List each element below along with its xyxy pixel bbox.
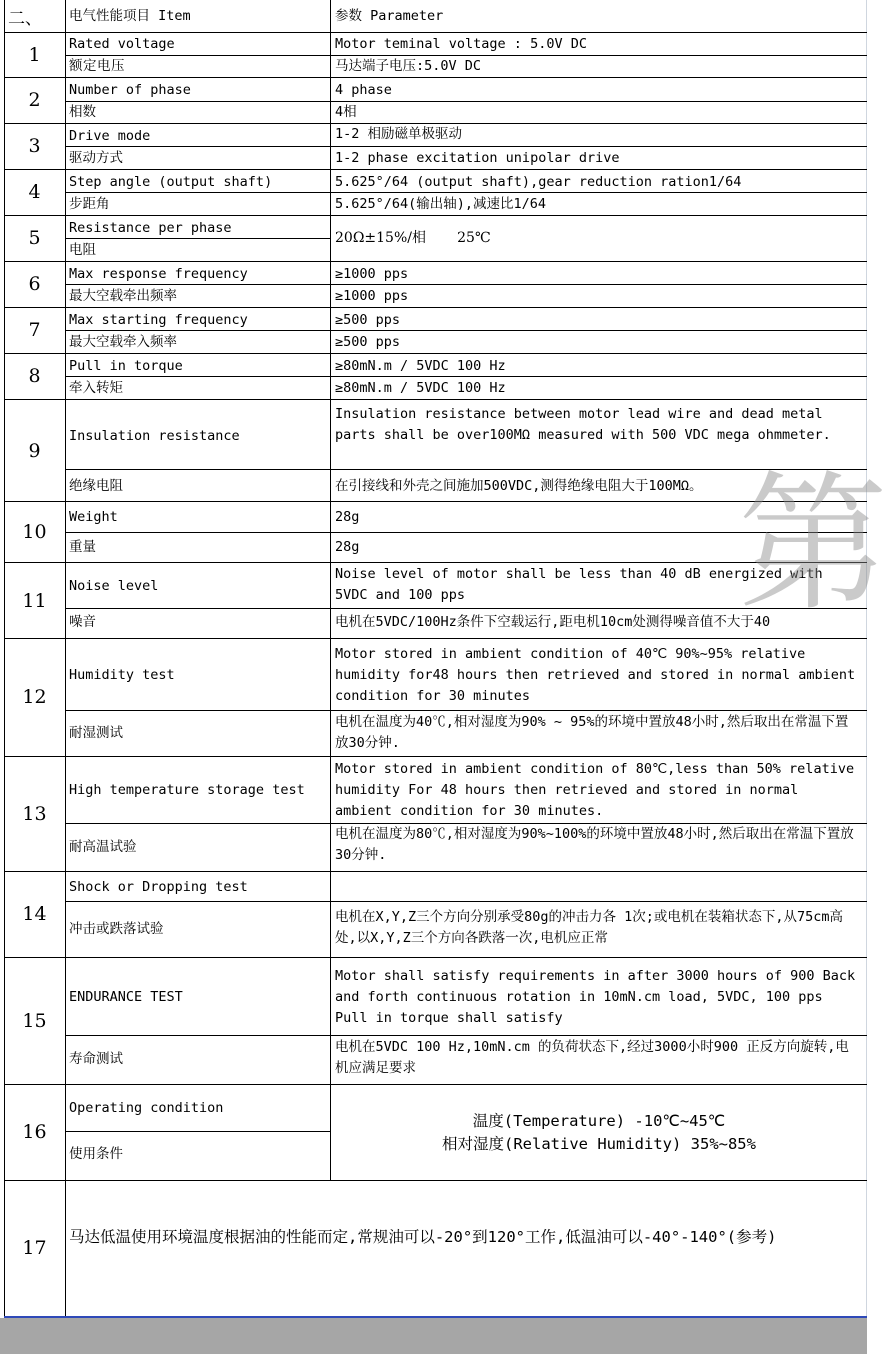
item-cn: 牵入转矩 — [69, 380, 123, 396]
row-number: 13 — [22, 803, 47, 825]
item-en: Insulation resistance — [69, 428, 240, 444]
row-number: 6 — [28, 273, 41, 295]
param-temperature: 温度(Temperature) -10℃~45℃ — [472, 1112, 726, 1130]
param-en: 1-2 相励磁单极驱动 — [335, 126, 463, 142]
item-cn: 重量 — [69, 539, 96, 555]
item-cn: 相数 — [69, 104, 96, 120]
param-cn: 电机在5VDC 100 Hz,10mN.cm 的负荷状态下,经过3000小时900 正反方向旋转,电机应满足要求 — [335, 1039, 849, 1076]
item-cn: 最大空载牵出频率 — [69, 288, 177, 304]
param-en: ≥1000 pps — [335, 266, 409, 282]
row-number: 1 — [28, 44, 41, 66]
item-cn: 使用条件 — [69, 1146, 123, 1162]
param-en: Motor teminal voltage : 5.0V DC — [335, 36, 587, 52]
param-cn: 电机在温度为40℃,相对湿度为90% ~ 95%的环境中置放48小时,然后取出在常温下置放30分钟. — [335, 714, 849, 751]
row-number: 15 — [22, 1010, 47, 1032]
item-en: Shock or Dropping test — [69, 879, 248, 895]
param-en: ≥80mN.m / 5VDC 100 Hz — [335, 358, 506, 374]
item-en: Number of phase — [69, 82, 191, 98]
item-en: Drive mode — [69, 128, 151, 144]
item-en: Resistance per phase — [69, 220, 232, 236]
row-number: 16 — [22, 1121, 47, 1143]
param-cn: ≥500 pps — [335, 334, 401, 350]
param-en: ≥500 pps — [335, 312, 401, 328]
param-cn: 1-2 phase excitation unipolar drive — [335, 150, 620, 166]
param-en: Insulation resistance between motor lead wire and dead metal parts shall be over100MΩ measured with 500 VDC mega ohmmeter. — [335, 406, 831, 443]
param-cn: 电机在温度为80℃,相对湿度为90%~100%的环境中置放48小时,然后取出在常温下置放30分钟. — [335, 826, 854, 863]
section-number: 二、 — [8, 9, 42, 29]
row-number: 9 — [28, 440, 41, 462]
row-number: 5 — [28, 227, 41, 249]
low-temp-note: 马达低温使用环境温度根据油的性能而定,常规油可以-20°到120°工作,低温油可以-40°-140°(参考) — [69, 1228, 777, 1246]
item-cn: 耐湿测试 — [69, 725, 123, 741]
param-cn: ≥1000 pps — [335, 288, 409, 304]
row-number: 3 — [28, 135, 41, 157]
header-parameter: 参数 Parameter — [335, 8, 444, 24]
row-number: 8 — [28, 365, 41, 387]
item-cn: 驱动方式 — [69, 150, 123, 166]
item-en: Weight — [69, 509, 118, 525]
row-number: 10 — [22, 521, 47, 543]
item-en: Rated voltage — [69, 36, 175, 52]
item-en: Humidity test — [69, 667, 175, 683]
row-number: 12 — [22, 686, 47, 708]
item-cn: 耐高温试验 — [69, 839, 137, 855]
param-humidity: 相对湿度(Relative Humidity) 35%~85% — [442, 1135, 756, 1153]
item-en: High temperature storage test — [69, 782, 305, 798]
item-en: Max starting frequency — [69, 312, 248, 328]
param-cn: 28g — [335, 539, 360, 555]
item-cn: 最大空载牵入频率 — [69, 334, 177, 350]
item-cn: 步距角 — [69, 196, 110, 212]
header-item: 电气性能项目 Item — [69, 8, 191, 24]
item-en: Operating condition — [69, 1100, 224, 1116]
param-cn: 电机在X,Y,Z三个方向分别承受80g的冲击力各 1次;或电机在装箱状态下,从75cm高处,以X,Y,Z三个方向各跌落一次,电机应正常 — [335, 909, 844, 946]
item-cn: 绝缘电阻 — [69, 478, 123, 494]
param-cn: 4相 — [335, 104, 357, 120]
param-en: Motor stored in ambient condition of 80℃,less than 50% relative humidity For 48 hours then retrieved and stored in normal ambient condition for 30 minutes. — [335, 761, 855, 819]
param-en: Motor stored in ambient condition of 40℃ 90%~95% relative humidity for48 hours then retrieved and stored in normal ambient condition for 30 minutes — [335, 646, 856, 704]
watermark: 第 — [738, 458, 888, 632]
param-en: 28g — [335, 509, 360, 525]
status-bar — [0, 1318, 867, 1354]
item-cn: 冲击或跌落试验 — [69, 921, 164, 937]
param-en: 4 phase — [335, 82, 392, 98]
param-en: 20Ω±15%/相 25℃ — [335, 230, 491, 246]
item-cn: 寿命测试 — [69, 1051, 123, 1067]
param-en: Noise level of motor shall be less than 40 dB energized with 5VDC and 100 pps — [335, 566, 823, 603]
param-cn: 马达端子电压:5.0V DC — [335, 58, 482, 74]
item-cn: 额定电压 — [69, 58, 125, 74]
row-number: 14 — [22, 903, 47, 925]
item-en: Max response frequency — [69, 266, 248, 282]
row-number: 2 — [28, 89, 41, 111]
param-en: 5.625°/64 (output shaft),gear reduction ration1/64 — [335, 174, 742, 190]
item-en: ENDURANCE TEST — [69, 989, 183, 1005]
item-cn: 噪音 — [69, 614, 96, 630]
item-cn: 电阻 — [69, 242, 96, 258]
param-cn: 5.625°/64(输出轴),减速比1/64 — [335, 196, 547, 212]
row-number: 17 — [22, 1237, 47, 1259]
row-number: 4 — [28, 181, 41, 203]
param-cn: 在引接线和外壳之间施加500VDC,测得绝缘电阻大于100MΩ。 — [335, 478, 703, 494]
item-en: Noise level — [69, 578, 159, 594]
row-number: 11 — [22, 590, 47, 612]
row-number: 7 — [28, 319, 41, 341]
item-en: Step angle (output shaft) — [69, 174, 273, 190]
param-cn: 电机在5VDC/100Hz条件下空载运行,距电机10cm处测得噪音值不大于40 — [335, 614, 771, 630]
param-en: Motor shall satisfy requirements in after 3000 hours of 900 Back and forth continuous rotation in 10mN.cm load, 5VDC, 100 pps Pull in torque shall satisfy — [335, 968, 856, 1026]
item-en: Pull in torque — [69, 358, 183, 374]
param-cn: ≥80mN.m / 5VDC 100 Hz — [335, 380, 506, 396]
